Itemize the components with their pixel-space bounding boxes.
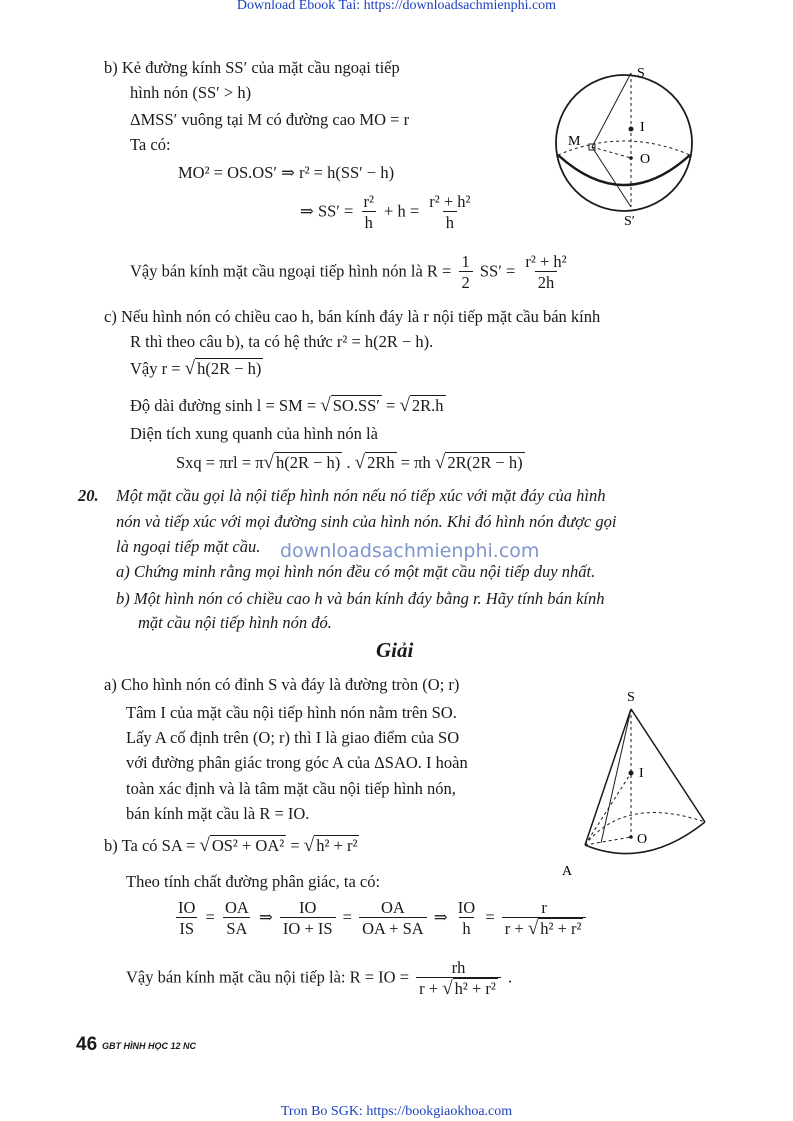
solution-heading: Giải: [376, 638, 414, 662]
problem-line-3: là ngoại tiếp mặt cầu.: [116, 537, 261, 556]
b-line-1: b) Kẻ đường kính SS′ của mặt cầu ngoại tiếp: [104, 58, 400, 77]
problem-line-2: nón và tiếp xúc với mọi đường sinh của hình nón. Khi đó hình nón được gọi: [116, 512, 617, 531]
c-line-2: R thì theo câu b), ta có hệ thức r² = h(2R − h).: [130, 332, 434, 351]
sphere-figure: [552, 55, 702, 230]
sol-b-line-1: b) Ta có SA = √ OS² + OA² = √ h² + r²: [104, 835, 358, 856]
label-a: A: [562, 864, 573, 879]
c-line-5: Diện tích xung quanh của hình nón là: [130, 424, 378, 443]
page-number: 46: [76, 1034, 98, 1055]
point-i: [629, 771, 634, 776]
base-ellipse-front: [558, 155, 690, 185]
problem-part-b-2: mặt cầu nội tiếp hình nón đó.: [138, 613, 332, 632]
segment-ms: [592, 73, 631, 147]
sol-a-line-3: Lấy A cố định trên (O; r) thì I là giao điểm của SO: [126, 728, 460, 747]
radius-oa: [585, 837, 631, 845]
generatrix-inner: [601, 709, 631, 843]
sol-a-line-2: Tâm I của mặt cầu nội tiếp hình nón nằm trên SO.: [126, 703, 457, 722]
sol-b-formula: $\frac{IO}{IS}$ = $\frac{OA}{SA}$ ⇒ $\frac{IO}{IO + IS}$ = $\frac{OA}{OA + SA}$ ⇒ $\frac{IO}{h}$ = $\frac{r}{\text{r + √ h² + r²}}$: [172, 898, 589, 939]
b-conclusion: Vậy bán kính mặt cầu ngoại tiếp hình nón là R = $\frac{1}{2}$ SS′ = $\frac{\text{r² + h²}}{2h}$: [130, 252, 567, 292]
segment-ms2: [592, 147, 631, 207]
point-i: [629, 127, 634, 132]
label-o: O: [640, 152, 651, 167]
c-line-3: Vậy r = √ h(2R − h): [130, 358, 262, 379]
b-line-4: Ta có:: [130, 135, 171, 154]
label-s: S: [627, 690, 635, 705]
label-s: S: [637, 66, 645, 81]
sol-a-line-1: a) Cho hình nón có đỉnh S và đáy là đường tròn (O; r): [104, 675, 460, 694]
label-i: I: [640, 120, 645, 135]
problem-part-a: a) Chứng minh rằng mọi hình nón đều có một mặt cầu nội tiếp duy nhất.: [116, 562, 596, 581]
problem-number: 20.: [78, 486, 99, 505]
b-line-2: hình nón (SS′ > h): [130, 83, 252, 102]
label-m: M: [568, 134, 581, 149]
c-line-4: Độ dài đường sinh l = SM = √ SO.SS′ = √ 2R.h: [130, 395, 444, 416]
sol-b-conclusion: Vậy bán kính mặt cầu nội tiếp là: R = IO = $\frac{rh}{\text{r + √ h² + r²}}$ .: [126, 958, 513, 999]
running-title: GBT HÌNH HỌC 12 NC: [102, 1041, 197, 1051]
cone-figure: [555, 685, 715, 880]
label-i: I: [639, 766, 644, 781]
c-line-1: c) Nếu hình nón có chiều cao h, bán kính đáy là r nội tiếp mặt cầu bán kính: [104, 307, 601, 326]
sol-a-line-4: với đường phân giác trong góc A của ΔSAO. I hoàn: [126, 753, 468, 772]
sol-b-line-2: Theo tính chất đường phân giác, ta có:: [126, 872, 381, 891]
problem-line-1: Một mặt cầu gọi là nội tiếp hình nón nếu nó tiếp xúc với mặt đáy của hình: [116, 486, 606, 505]
label-o: O: [637, 832, 648, 847]
sol-a-line-5: toàn xác định và là tâm mặt cầu nội tiếp hình nón,: [126, 779, 456, 798]
b-line-3: ΔMSS′ vuông tại M có đường cao MO = r: [130, 110, 410, 129]
point-o: [629, 156, 633, 160]
point-o: [629, 835, 633, 839]
sol-a-line-6: bán kính mặt cầu là R = IO.: [126, 804, 310, 823]
watermark: downloadsachmienphi.com: [280, 540, 540, 562]
header-link[interactable]: Download Ebook Tai: https://downloadsachmienphi.com: [236, 0, 557, 13]
c-line-6: Sxq = πrl = π√ h(2R − h) . √ 2Rh = πh √ 2R(2R − h): [176, 452, 523, 473]
b-formula-2: ⇒ SS′ = $\frac{\text{r²}}{h}$ + h = $\frac{\text{r² + h²}}{h}$: [300, 192, 471, 232]
b-formula-1: MO² = OS.OS′ ⇒ r² = h(SS′ − h): [178, 163, 395, 182]
bisector-ai: [585, 773, 631, 845]
label-s2: S′: [624, 214, 635, 229]
problem-part-b-1: b) Một hình nón có chiều cao h và bán kính đáy bằng r. Hãy tính bán kính: [116, 589, 605, 608]
footer-link[interactable]: Tron Bo SGK: https://bookgiaokhoa.com: [280, 1104, 513, 1119]
